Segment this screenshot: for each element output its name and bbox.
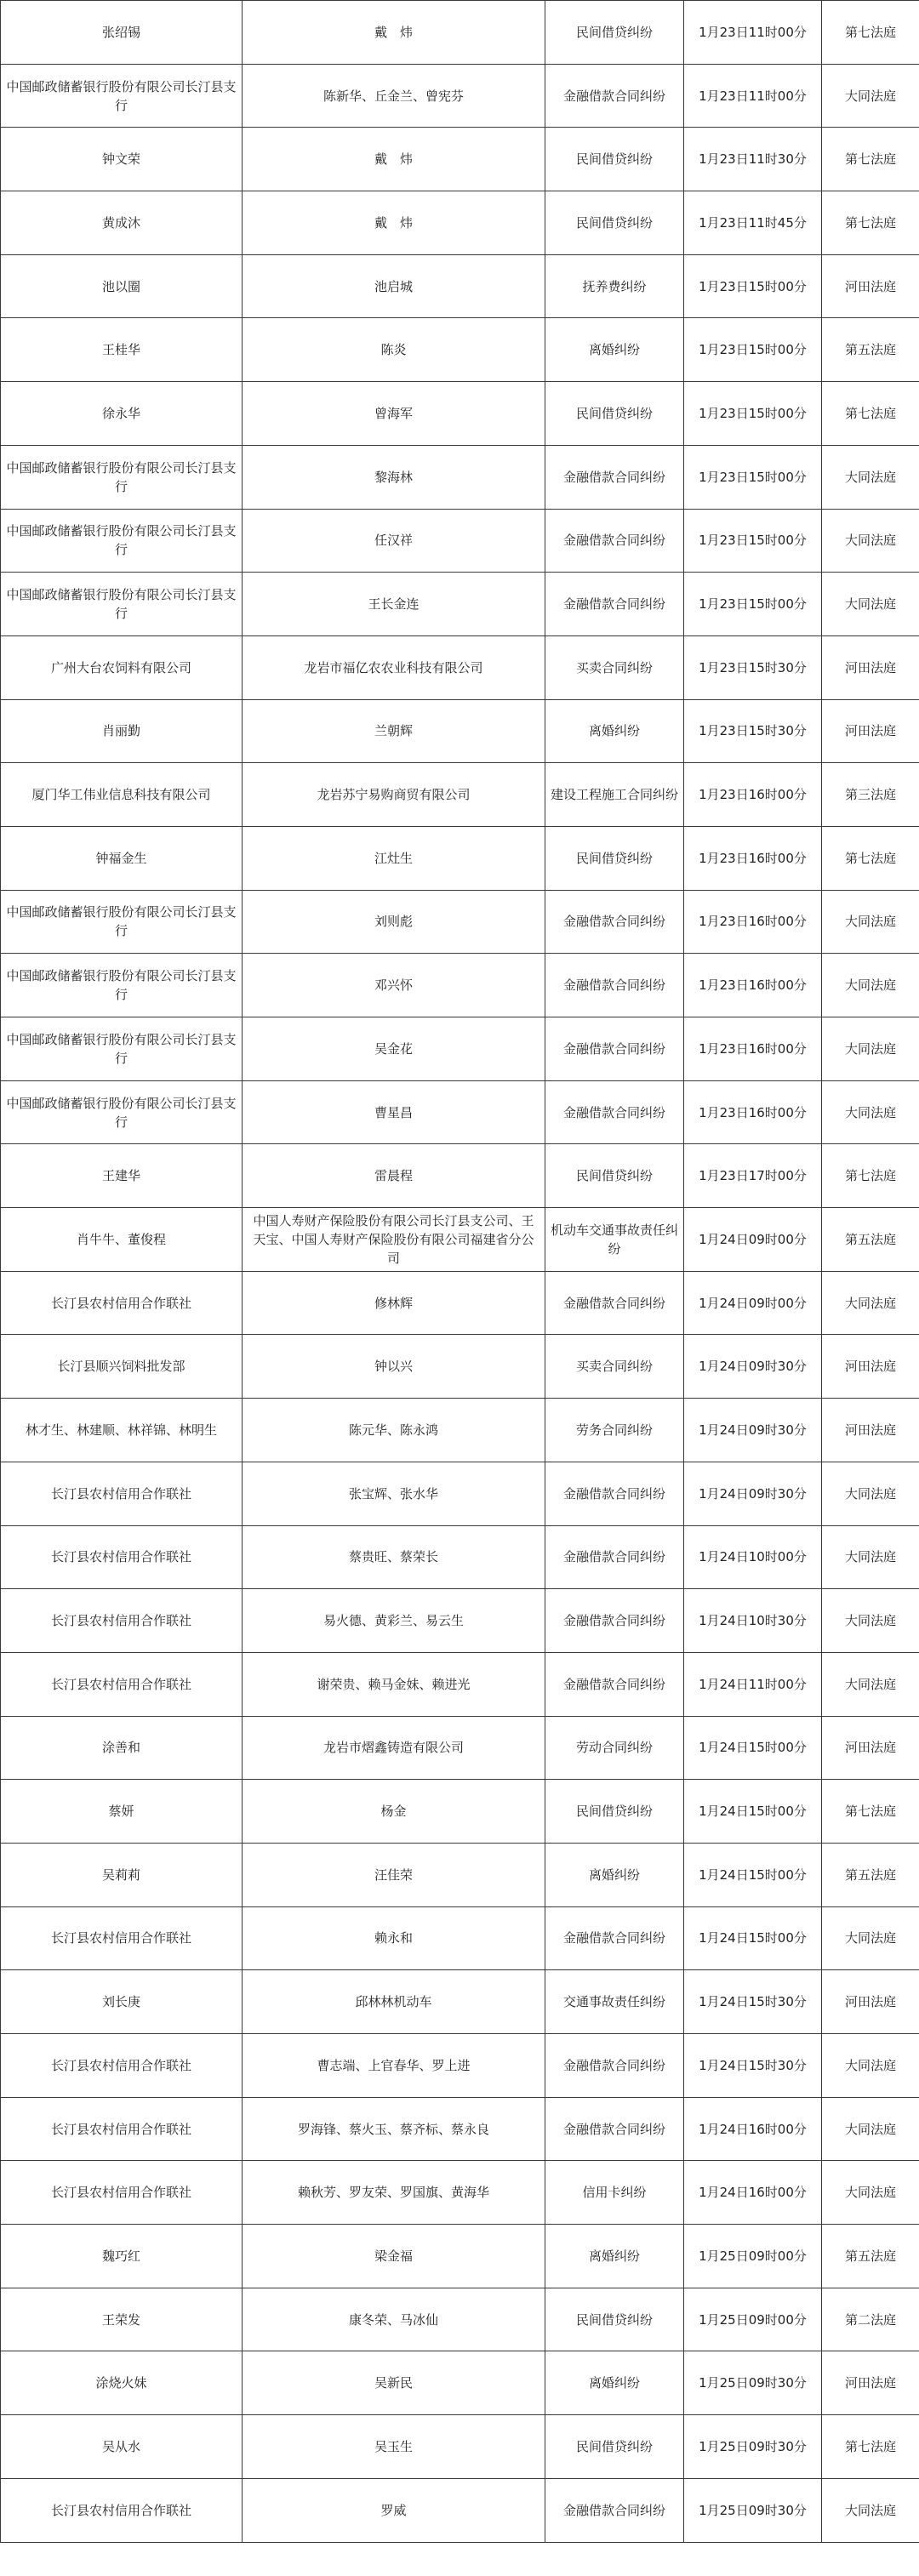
hearing-time-cell: 1月23日15时00分 [684,445,822,509]
hearing-time-cell: 1月24日15时30分 [684,2034,822,2098]
courtroom-cell: 大同法庭 [822,445,919,509]
plaintiff-cell: 中国邮政储蓄银行股份有限公司长汀县支行 [1,509,243,573]
hearing-time-cell: 1月25日09时30分 [684,2415,822,2479]
hearing-time-cell: 1月23日11时30分 [684,128,822,191]
plaintiff-cell: 徐永华 [1,382,243,446]
defendant-cell: 钟以兴 [243,1335,545,1399]
defendant-cell: 张宝辉、张水华 [243,1462,545,1525]
plaintiff-cell: 吴莉莉 [1,1843,243,1906]
case-cause-cell: 金融借款合同纠纷 [545,1271,684,1335]
case-cause-cell: 民间借贷纠纷 [545,128,684,191]
plaintiff-cell: 蔡妍 [1,1780,243,1844]
case-cause-cell: 金融借款合同纠纷 [545,64,684,128]
case-cause-cell: 信用卡纠纷 [545,2161,684,2225]
table-row [1,635,919,699]
defendant-cell: 龙岩市福亿农农业科技有限公司 [243,635,545,699]
case-cause-cell: 劳务合同纠纷 [545,1399,684,1462]
plaintiff-cell: 王桂华 [1,318,243,382]
courtroom-cell: 河田法庭 [822,635,919,699]
courtroom-cell: 大同法庭 [822,1525,919,1589]
plaintiff-cell: 林才生、林建顺、林祥锦、林明生 [1,1399,243,1462]
courtroom-cell: 大同法庭 [822,954,919,1017]
defendant-cell: 吴玉生 [243,2415,545,2479]
plaintiff-cell: 长汀县农村信用合作联社 [1,1652,243,1716]
hearing-time-cell: 1月24日09时30分 [684,1335,822,1399]
hearing-time-cell: 1月24日15时00分 [684,1906,822,1970]
hearing-time-cell: 1月24日09时00分 [684,1208,822,1272]
hearing-time-cell: 1月23日16时00分 [684,1017,822,1081]
defendant-cell: 梁金福 [243,2225,545,2288]
courtroom-cell: 第七法庭 [822,2415,919,2479]
courtroom-cell: 河田法庭 [822,1399,919,1462]
case-cause-cell: 金融借款合同纠纷 [545,1589,684,1653]
table-row [1,445,919,509]
courtroom-cell: 大同法庭 [822,509,919,573]
case-cause-cell: 离婚纠纷 [545,318,684,382]
case-cause-cell: 离婚纠纷 [545,1843,684,1906]
hearing-time-cell: 1月23日16时00分 [684,826,822,890]
plaintiff-cell: 中国邮政储蓄银行股份有限公司长汀县支行 [1,954,243,1017]
plaintiff-cell: 长汀县农村信用合作联社 [1,2034,243,2098]
hearing-time-cell: 1月24日10时00分 [684,1525,822,1589]
hearing-time-cell: 1月23日11时00分 [684,1,822,65]
courtroom-cell: 大同法庭 [822,64,919,128]
courtroom-cell: 大同法庭 [822,1589,919,1653]
table-row [1,1335,919,1399]
table-row [1,890,919,954]
courtroom-cell: 第七法庭 [822,1144,919,1208]
case-cause-cell: 民间借贷纠纷 [545,2288,684,2351]
case-cause-cell: 民间借贷纠纷 [545,1,684,65]
plaintiff-cell: 涂善和 [1,1716,243,1780]
courtroom-cell: 第五法庭 [822,2225,919,2288]
table-row [1,1017,919,1081]
table-row [1,1080,919,1144]
hearing-time-cell: 1月23日15时00分 [684,382,822,446]
defendant-cell: 陈炎 [243,318,545,382]
courtroom-cell: 大同法庭 [822,573,919,636]
plaintiff-cell: 黄成沐 [1,191,243,255]
table-row [1,1780,919,1844]
plaintiff-cell: 肖牛牛、董俊程 [1,1208,243,1272]
table-row [1,1399,919,1462]
hearing-time-cell: 1月24日10时30分 [684,1589,822,1653]
case-cause-cell: 民间借贷纠纷 [545,826,684,890]
courtroom-cell: 第五法庭 [822,1843,919,1906]
courtroom-cell: 第二法庭 [822,2288,919,2351]
courtroom-cell: 河田法庭 [822,1335,919,1399]
defendant-cell: 王长金连 [243,573,545,636]
plaintiff-cell: 王荣发 [1,2288,243,2351]
case-cause-cell: 金融借款合同纠纷 [545,509,684,573]
courtroom-cell: 第七法庭 [822,191,919,255]
plaintiff-cell: 中国邮政储蓄银行股份有限公司长汀县支行 [1,573,243,636]
defendant-cell: 蔡贵旺、蔡荣长 [243,1525,545,1589]
table-row [1,2225,919,2288]
defendant-cell: 邓兴怀 [243,954,545,1017]
case-cause-cell: 金融借款合同纠纷 [545,1462,684,1525]
table-row [1,1970,919,2034]
courtroom-cell: 第五法庭 [822,318,919,382]
case-cause-cell: 金融借款合同纠纷 [545,890,684,954]
plaintiff-cell: 长汀县农村信用合作联社 [1,1589,243,1653]
courtroom-cell: 大同法庭 [822,1906,919,1970]
defendant-cell: 赖永和 [243,1906,545,1970]
courtroom-cell: 第五法庭 [822,1208,919,1272]
hearing-time-cell: 1月25日09时00分 [684,2288,822,2351]
defendant-cell: 池启城 [243,254,545,318]
case-cause-cell: 金融借款合同纠纷 [545,573,684,636]
plaintiff-cell: 张绍锡 [1,1,243,65]
table-row [1,1716,919,1780]
defendant-cell: 吴金花 [243,1017,545,1081]
defendant-cell: 曹星昌 [243,1080,545,1144]
table-row [1,128,919,191]
defendant-cell: 刘则彪 [243,890,545,954]
hearing-time-cell: 1月23日15时00分 [684,573,822,636]
case-cause-cell: 建设工程施工合同纠纷 [545,763,684,827]
defendant-cell: 龙岩苏宁易购商贸有限公司 [243,763,545,827]
table-row [1,318,919,382]
case-cause-cell: 金融借款合同纠纷 [545,2478,684,2542]
defendant-cell: 兰朝辉 [243,699,545,763]
table-row [1,2351,919,2415]
hearing-time-cell: 1月25日09时00分 [684,2225,822,2288]
defendant-cell: 康冬荣、马冰仙 [243,2288,545,2351]
hearing-time-cell: 1月23日15时30分 [684,635,822,699]
hearing-time-cell: 1月23日16时00分 [684,1080,822,1144]
courtroom-cell: 第七法庭 [822,826,919,890]
defendant-cell: 陈元华、陈永鸿 [243,1399,545,1462]
table-row [1,382,919,446]
plaintiff-cell: 涂烧火妹 [1,2351,243,2415]
defendant-cell: 戴 炜 [243,1,545,65]
courtroom-cell: 河田法庭 [822,699,919,763]
hearing-time-cell: 1月23日16时00分 [684,954,822,1017]
table-row [1,2161,919,2225]
plaintiff-cell: 中国邮政储蓄银行股份有限公司长汀县支行 [1,1017,243,1081]
plaintiff-cell: 长汀县农村信用合作联社 [1,1462,243,1525]
case-cause-cell: 金融借款合同纠纷 [545,1017,684,1081]
hearing-time-cell: 1月23日11时45分 [684,191,822,255]
hearing-time-cell: 1月25日09时30分 [684,2351,822,2415]
case-cause-cell: 金融借款合同纠纷 [545,1525,684,1589]
case-cause-cell: 劳动合同纠纷 [545,1716,684,1780]
courtroom-cell: 大同法庭 [822,2161,919,2225]
defendant-cell: 曾海军 [243,382,545,446]
plaintiff-cell: 长汀县农村信用合作联社 [1,2097,243,2161]
courtroom-cell: 河田法庭 [822,1970,919,2034]
courtroom-cell: 第七法庭 [822,1,919,65]
defendant-cell: 任汉祥 [243,509,545,573]
defendant-cell: 曹志端、上官春华、罗上进 [243,2034,545,2098]
table-row [1,1525,919,1589]
hearing-time-cell: 1月24日15时30分 [684,1970,822,2034]
defendant-cell: 谢荣贵、赖马金妹、赖进光 [243,1652,545,1716]
hearing-time-cell: 1月24日16时00分 [684,2097,822,2161]
courtroom-cell: 大同法庭 [822,1462,919,1525]
courtroom-cell: 大同法庭 [822,2034,919,2098]
plaintiff-cell: 王建华 [1,1144,243,1208]
case-cause-cell: 金融借款合同纠纷 [545,2034,684,2098]
table-row [1,1843,919,1906]
table-row [1,573,919,636]
defendant-cell: 易火德、黄彩兰、易云生 [243,1589,545,1653]
case-cause-cell: 民间借贷纠纷 [545,2415,684,2479]
defendant-cell: 汪佳荣 [243,1843,545,1906]
hearing-time-cell: 1月24日09时30分 [684,1462,822,1525]
courtroom-cell: 河田法庭 [822,2351,919,2415]
courtroom-cell: 大同法庭 [822,1017,919,1081]
courtroom-cell: 大同法庭 [822,890,919,954]
case-cause-cell: 金融借款合同纠纷 [545,2097,684,2161]
table-row [1,763,919,827]
case-cause-cell: 民间借贷纠纷 [545,382,684,446]
defendant-cell: 吴新民 [243,2351,545,2415]
defendant-cell: 罗威 [243,2478,545,2542]
case-cause-cell: 金融借款合同纠纷 [545,1906,684,1970]
case-cause-cell: 民间借贷纠纷 [545,1780,684,1844]
hearing-time-cell: 1月24日15时00分 [684,1843,822,1906]
defendant-cell: 戴 炜 [243,128,545,191]
defendant-cell: 戴 炜 [243,191,545,255]
hearing-time-cell: 1月25日09时30分 [684,2478,822,2542]
defendant-cell: 赖秋芳、罗友荣、罗国旗、黄海华 [243,2161,545,2225]
hearing-time-cell: 1月23日15时00分 [684,318,822,382]
hearing-time-cell: 1月23日11时00分 [684,64,822,128]
case-cause-cell: 离婚纠纷 [545,2351,684,2415]
hearing-time-cell: 1月24日16时00分 [684,2161,822,2225]
plaintiff-cell: 中国邮政储蓄银行股份有限公司长汀县支行 [1,890,243,954]
defendant-cell: 陈新华、丘金兰、曾宪芬 [243,64,545,128]
case-cause-cell: 买卖合同纠纷 [545,635,684,699]
table-row [1,699,919,763]
plaintiff-cell: 吴从水 [1,2415,243,2479]
plaintiff-cell: 长汀县农村信用合作联社 [1,2161,243,2225]
table-row [1,254,919,318]
hearing-time-cell: 1月23日15时00分 [684,254,822,318]
hearing-time-cell: 1月23日15时30分 [684,699,822,763]
courtroom-cell: 大同法庭 [822,1271,919,1335]
plaintiff-cell: 长汀县农村信用合作联社 [1,1271,243,1335]
table-row [1,509,919,573]
case-cause-cell: 离婚纠纷 [545,699,684,763]
defendant-cell: 龙岩市熠鑫铸造有限公司 [243,1716,545,1780]
plaintiff-cell: 厦门华工伟业信息科技有限公司 [1,763,243,827]
plaintiff-cell: 钟福金生 [1,826,243,890]
plaintiff-cell: 长汀县农村信用合作联社 [1,2478,243,2542]
table-row [1,954,919,1017]
table-row [1,2478,919,2542]
hearing-time-cell: 1月23日15时00分 [684,509,822,573]
hearing-time-cell: 1月24日09时00分 [684,1271,822,1335]
table-row [1,1,919,65]
table-row [1,826,919,890]
table-row [1,2415,919,2479]
plaintiff-cell: 长汀县农村信用合作联社 [1,1525,243,1589]
table-row [1,2034,919,2098]
table-row [1,1271,919,1335]
table-row [1,1652,919,1716]
hearing-time-cell: 1月24日15时00分 [684,1716,822,1780]
plaintiff-cell: 中国邮政储蓄银行股份有限公司长汀县支行 [1,64,243,128]
table-row [1,1144,919,1208]
defendant-cell: 修林辉 [243,1271,545,1335]
plaintiff-cell: 广州大台农饲料有限公司 [1,635,243,699]
courtroom-cell: 大同法庭 [822,2478,919,2542]
plaintiff-cell: 钟文荣 [1,128,243,191]
plaintiff-cell: 中国邮政储蓄银行股份有限公司长汀县支行 [1,445,243,509]
plaintiff-cell: 池以圈 [1,254,243,318]
courtroom-cell: 第七法庭 [822,382,919,446]
table-row [1,1589,919,1653]
defendant-cell: 黎海林 [243,445,545,509]
case-cause-cell: 金融借款合同纠纷 [545,1080,684,1144]
plaintiff-cell: 中国邮政储蓄银行股份有限公司长汀县支行 [1,1080,243,1144]
defendant-cell: 邱林林机动车 [243,1970,545,2034]
table-row [1,1208,919,1272]
hearing-time-cell: 1月24日15时00分 [684,1780,822,1844]
plaintiff-cell: 长汀县农村信用合作联社 [1,1906,243,1970]
defendant-cell: 罗海锋、蔡火玉、蔡齐标、蔡永良 [243,2097,545,2161]
case-cause-cell: 金融借款合同纠纷 [545,445,684,509]
case-cause-cell: 民间借贷纠纷 [545,191,684,255]
table-row [1,2288,919,2351]
table-row [1,64,919,128]
case-cause-cell: 民间借贷纠纷 [545,1144,684,1208]
courtroom-cell: 河田法庭 [822,1716,919,1780]
plaintiff-cell: 肖丽勤 [1,699,243,763]
case-cause-cell: 买卖合同纠纷 [545,1335,684,1399]
hearing-schedule-body [1,1,919,2543]
table-row [1,191,919,255]
case-cause-cell: 交通事故责任纠纷 [545,1970,684,2034]
courtroom-cell: 河田法庭 [822,254,919,318]
defendant-cell: 雷晨程 [243,1144,545,1208]
table-row [1,2097,919,2161]
hearing-time-cell: 1月23日16时00分 [684,763,822,827]
courtroom-cell: 大同法庭 [822,1652,919,1716]
courtroom-cell: 第七法庭 [822,1780,919,1844]
table-row [1,1462,919,1525]
plaintiff-cell: 魏巧红 [1,2225,243,2288]
table-row [1,1906,919,1970]
plaintiff-cell: 长汀县顺兴饲料批发部 [1,1335,243,1399]
case-cause-cell: 金融借款合同纠纷 [545,1652,684,1716]
case-cause-cell: 抚养费纠纷 [545,254,684,318]
plaintiff-cell: 刘长庚 [1,1970,243,2034]
courtroom-cell: 大同法庭 [822,1080,919,1144]
hearing-time-cell: 1月24日09时30分 [684,1399,822,1462]
case-cause-cell: 离婚纠纷 [545,2225,684,2288]
case-cause-cell: 机动车交通事故责任纠纷 [545,1208,684,1272]
defendant-cell: 江灶生 [243,826,545,890]
courtroom-cell: 第三法庭 [822,763,919,827]
defendant-cell: 中国人寿财产保险股份有限公司长汀县支公司、王天宝、中国人寿财产保险股份有限公司福建省分公司 [243,1208,545,1272]
hearing-time-cell: 1月23日17时00分 [684,1144,822,1208]
courtroom-cell: 第七法庭 [822,128,919,191]
case-cause-cell: 金融借款合同纠纷 [545,954,684,1017]
hearing-time-cell: 1月23日16时00分 [684,890,822,954]
defendant-cell: 杨金 [243,1780,545,1844]
courtroom-cell: 大同法庭 [822,2097,919,2161]
hearing-time-cell: 1月24日11时00分 [684,1652,822,1716]
